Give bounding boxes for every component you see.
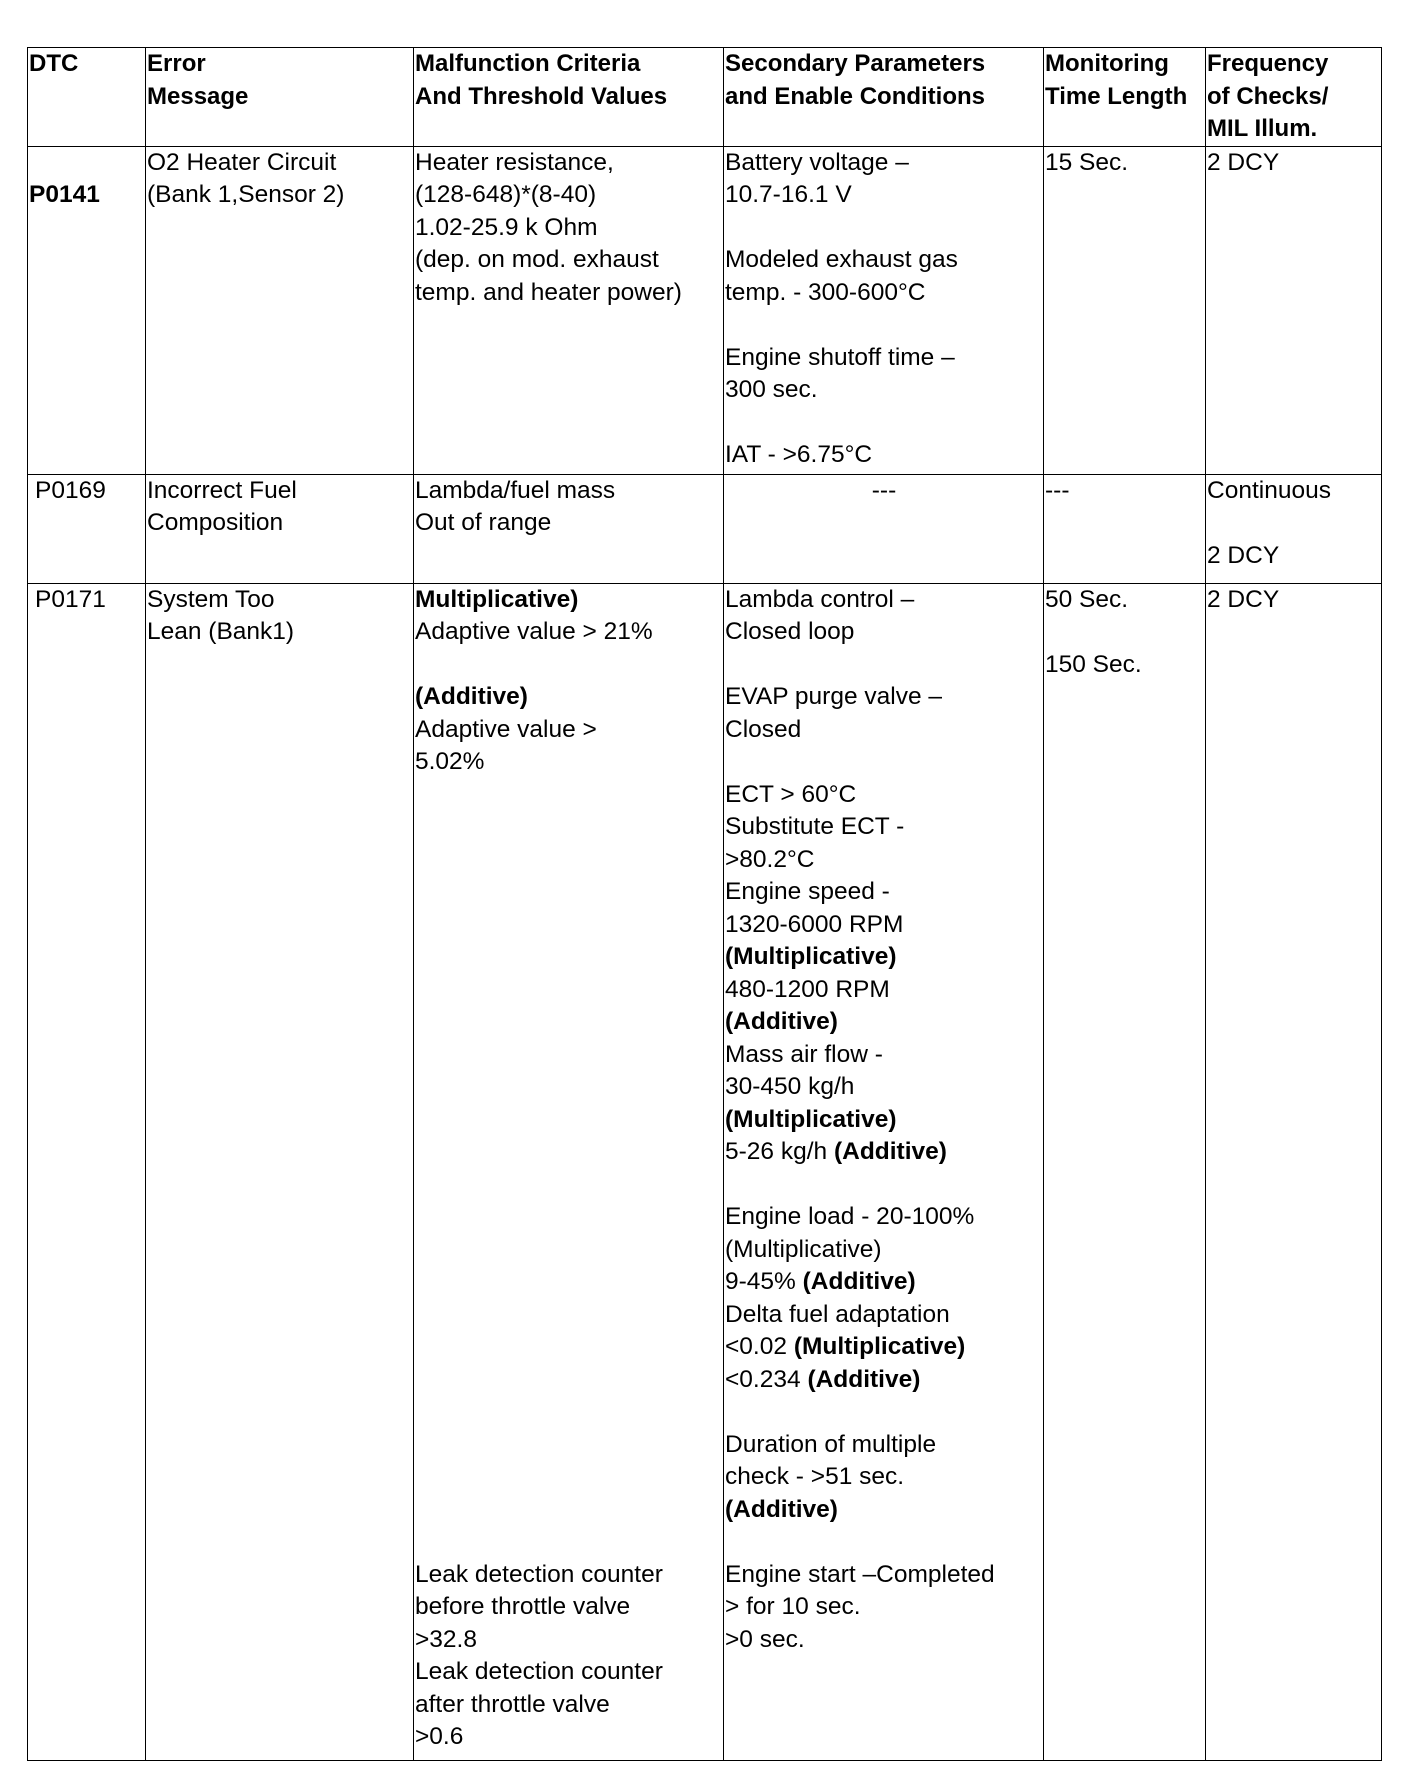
text-line: before throttle valve	[415, 1593, 631, 1620]
text-line: O2 Heater Circuit	[147, 148, 337, 176]
text-line: Substitute ECT -	[725, 813, 905, 840]
text-line: Error	[147, 50, 206, 77]
text-line: ---	[1045, 476, 1070, 504]
malfunction-criteria-adaptive: Multiplicative) Adaptive value > 21% (Additive) Adaptive value > 5.02%	[415, 585, 653, 775]
text-line: 2 DCY	[1207, 148, 1280, 176]
text-line: Leak detection counter	[415, 1560, 663, 1588]
text-line: 300 sec.	[725, 376, 818, 403]
header-malfunction-criteria	[414, 48, 724, 147]
error-message	[146, 474, 414, 583]
text-line: temp. - 300-600°C	[725, 278, 926, 306]
text-line: >0 sec.	[725, 1625, 805, 1653]
text-line: DTC	[29, 50, 79, 77]
header-error-message	[146, 48, 414, 147]
text-line: >32.8	[415, 1625, 477, 1653]
text-line: 30-450 kg/h	[725, 1073, 855, 1100]
table-row	[28, 583, 1382, 1760]
text-line: Delta fuel adaptation	[725, 1300, 950, 1328]
text-line: Lambda control –	[725, 585, 915, 613]
table-row	[28, 474, 1382, 583]
error-message	[146, 146, 414, 474]
frequency	[1206, 583, 1382, 1760]
text-line: >0.6	[415, 1723, 464, 1750]
text-line: of Checks/	[1207, 82, 1329, 110]
text-line: Lambda/fuel mass	[415, 476, 616, 504]
text-line: Engine speed -	[725, 878, 890, 905]
header-frequency	[1206, 48, 1382, 147]
secondary-parameters: ---	[724, 474, 1044, 583]
text-line: 2 DCY	[1207, 541, 1280, 569]
header-secondary-parameters	[724, 48, 1044, 147]
text-line	[725, 1169, 1043, 1202]
text-line: IAT - >6.75°C	[725, 441, 873, 468]
text-line	[1207, 507, 1381, 540]
text-line: >80.2°C	[725, 845, 815, 873]
text-line: Secondary Parameters	[725, 50, 986, 77]
text-line: (Multiplicative)	[725, 1235, 882, 1263]
secondary-parameters: Lambda control – Closed loop EVAP purge valve – Closed ECT > 60°C Substitute ECT - >80.2°C Engine speed - 1320-6000 RPM (Multiplicative) 480-1200 RPM (Additive) Mass air flow - 30-450 kg/h (Multiplicative) 5-26 kg/h (Additive) Engine load - 20-100% (Multiplicative) 9-45% (Additive) Delta fuel adaptation <0.02 (Multiplicative) <0.234 (Additive) Duration of multiple check - >51 sec. (Additive) Engine start –Completed > for 10 sec. >0 sec.	[724, 583, 1044, 1760]
text-line: temp. and heater power)	[415, 278, 682, 306]
text-line: 1320-6000 RPM	[725, 910, 904, 938]
text-line: 15 Sec.	[1045, 148, 1129, 176]
dtc-code: P0171	[28, 583, 146, 1760]
text-line: Engine start –Completed	[725, 1560, 995, 1588]
frequency	[1206, 474, 1382, 583]
text-line	[725, 649, 1043, 682]
header-row	[28, 48, 1382, 147]
monitoring-time	[1044, 474, 1206, 583]
monitoring-time	[1044, 583, 1206, 1760]
text-line	[725, 1526, 1043, 1559]
text-line: Composition	[147, 509, 284, 536]
text-line: Continuous	[1207, 476, 1331, 504]
text-line: > for 10 sec.	[725, 1593, 861, 1620]
text-line: Lean (Bank1)	[147, 618, 295, 645]
text-line: 2 DCY	[1207, 585, 1280, 613]
text-line: Mass air flow -	[725, 1040, 883, 1068]
text-line: Monitoring	[1045, 50, 1169, 77]
header-monitoring-time	[1044, 48, 1206, 147]
text-line: Incorrect Fuel	[147, 476, 297, 504]
text-line: And Threshold Values	[415, 82, 668, 110]
text-line: Engine load - 20-100%	[725, 1203, 975, 1230]
malfunction-criteria	[414, 146, 724, 474]
text-line: Time Length	[1045, 82, 1188, 110]
malfunction-criteria	[414, 583, 724, 1760]
text-line: Frequency	[1207, 50, 1329, 77]
header-dtc	[28, 48, 146, 147]
monitoring-time	[1044, 146, 1206, 474]
malfunction-criteria-leak	[415, 1559, 663, 1754]
text-line: Heater resistance,	[415, 148, 614, 176]
text-line: (dep. on mod. exhaust	[415, 246, 659, 273]
table-row	[28, 146, 1382, 474]
text-line: Modeled exhaust gas	[725, 246, 958, 273]
dtc-table	[27, 47, 1382, 1761]
text-line: 150 Sec.	[1045, 650, 1142, 678]
text-line: Leak detection counter	[415, 1658, 663, 1685]
error-message	[146, 583, 414, 1760]
dtc-code: P0169	[28, 474, 146, 583]
text-line: check - >51 sec.	[725, 1463, 905, 1490]
text-line: Malfunction Criteria	[415, 50, 641, 77]
text-line: Engine shutoff time –	[725, 343, 955, 371]
frequency	[1206, 146, 1382, 474]
text-line: and Enable Conditions	[725, 82, 986, 110]
text-line: Closed	[725, 715, 802, 743]
text-line	[725, 1396, 1043, 1429]
text-line: Battery voltage –	[725, 148, 909, 176]
text-line: EVAP purge valve –	[725, 683, 943, 710]
text-line: Duration of multiple	[725, 1430, 937, 1458]
text-line	[725, 746, 1043, 779]
text-line	[725, 309, 1043, 342]
text-line: 10.7-16.1 V	[725, 181, 852, 208]
text-line: (128-648)*(8-40)	[415, 181, 597, 208]
secondary-parameters	[724, 146, 1044, 474]
text-line: MIL Illum.	[1207, 115, 1318, 142]
malfunction-criteria	[414, 474, 724, 583]
text-line	[725, 407, 1043, 440]
text-line: ECT > 60°C	[725, 780, 857, 808]
text-line	[1045, 616, 1205, 649]
text-line: Closed loop	[725, 618, 855, 645]
text-line: after throttle valve	[415, 1690, 610, 1718]
text-line: 50 Sec.	[1045, 585, 1129, 613]
text-line: Message	[147, 82, 249, 110]
text-line	[725, 212, 1043, 245]
text-line: Out of range	[415, 509, 552, 536]
text-line: 1.02-25.9 k Ohm	[415, 213, 598, 241]
text-line: (Bank 1,Sensor 2)	[147, 181, 345, 208]
text-line: System Too	[147, 585, 275, 613]
dtc-code: P0141	[28, 146, 146, 474]
